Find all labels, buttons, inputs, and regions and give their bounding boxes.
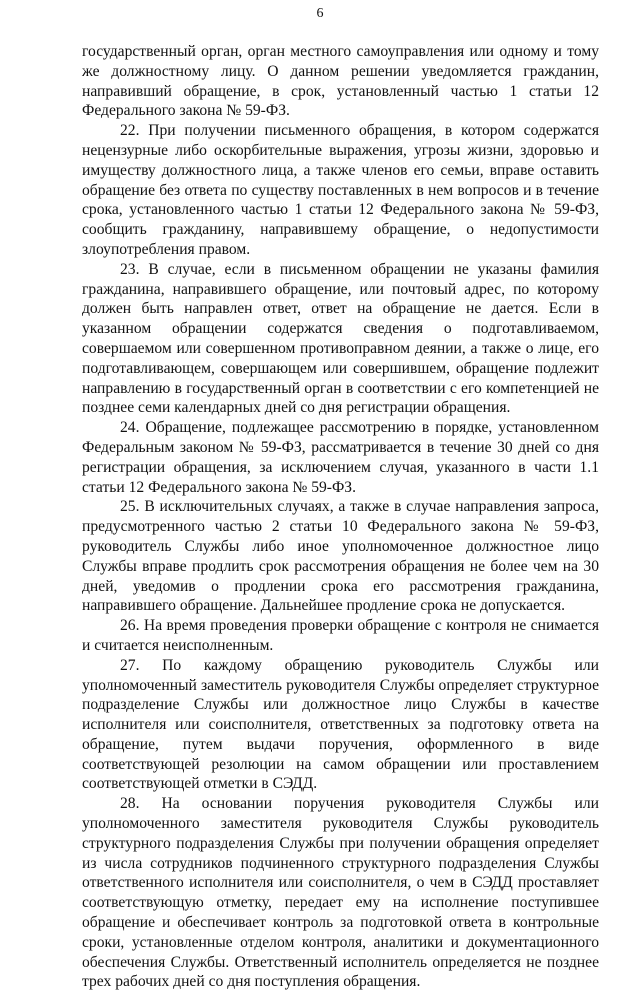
paragraph-24: 24. Обращение, подлежащее рассмотрению в порядке, установленном Федеральным законом № 59-ФЗ, рассматривается в течение 30 дней со дня регистрации обращения, за исключением случая, указанного в части 1.1 статьи 12 Федерального закона № 59-ФЗ. (82, 419, 599, 496)
paragraph-25: 25. В исключительных случаях, а также в случае направления запроса, предусмотренного частью 2 статьи 10 Федерального закона № 59-ФЗ, руководитель Службы либо иное уполномоченное должностное лицо Службы вправе продлить срок рассмотрения обращения не более чем на 30 дней, уведомив о продлении срока его рассмотрения гражданина, направившего обращение. Дальнейшее продление срока не допускается. (82, 498, 599, 615)
document-body (82, 42, 599, 992)
paragraph-22: 22. При получении письменного обращения, в котором содержатся нецензурные либо оскорбительные выражения, угрозы жизни, здоровью и имуществу должностного лица, а также членов его семьи, вправе оставить обращение без ответа по существу поставленных в нем вопросов и в течение срока, установленного частью 1 статьи 12 Федерального закона № 59-ФЗ, сообщить гражданину, направившему обращение, о недопустимости злоупотребления правом. (82, 122, 599, 258)
paragraph-26: 26. На время проведения проверки обращение с контроля не снимается и считается неисполненным. (82, 617, 599, 654)
paragraph-23: 23. В случае, если в письменном обращении не указаны фамилия гражданина, направившего обращение, или почтовый адрес, по которому должен быть направлен ответ, ответ на обращение не дается. Если в указанном обращении содержатся сведения о подготавливаемом, совершаемом или совершенном противоправном деянии, а также о лице, его подготавливающем, совершающем или совершившем, обращение подлежит направлению в государственный орган в соответствии с его компетенцией не позднее семи календарных дней со дня регистрации обращения. (82, 260, 599, 417)
paragraph-continuation: государственный орган, орган местного самоуправления или одному и тому же должностному лицу. О данном решении уведомляется гражданин, направивший обращение, в срок, установленный частью 1 статьи 12 Федерального закона № 59-ФЗ. (82, 43, 599, 120)
paragraph-27: 27. По каждому обращению руководитель Службы или уполномоченный заместитель руководителя Службы определяет структурное подразделение Службы или должностное лицо Службы в качестве исполнителя или соисполнителя, ответственных за подготовку ответа на обращение, путем выдачи поручения, оформленного в виде соответствующей резолюции на самом обращении или проставлением соответствующей отметки в СЭДД. (82, 656, 599, 793)
page-number: 6 (316, 6, 324, 21)
paragraph-28: 28. На основании поручения руководителя Службы или уполномоченного заместителя руководителя Службы руководитель структурного подразделения Службы при получении обращения определяет из числа сотрудников подчиненного структурного подразделения Службы ответственного исполнителя или соисполнителя, о чем в СЭДД проставляет соответствующую отметку, передает ему на исполнение поступившее обращение и обеспечивает контроль за подготовкой ответа в контрольные сроки, установленные отделом контроля, аналитики и документационного обеспечения Службы. Ответственный исполнитель определяется не позднее трех рабочих дней со дня поступления обращения. (82, 795, 599, 991)
